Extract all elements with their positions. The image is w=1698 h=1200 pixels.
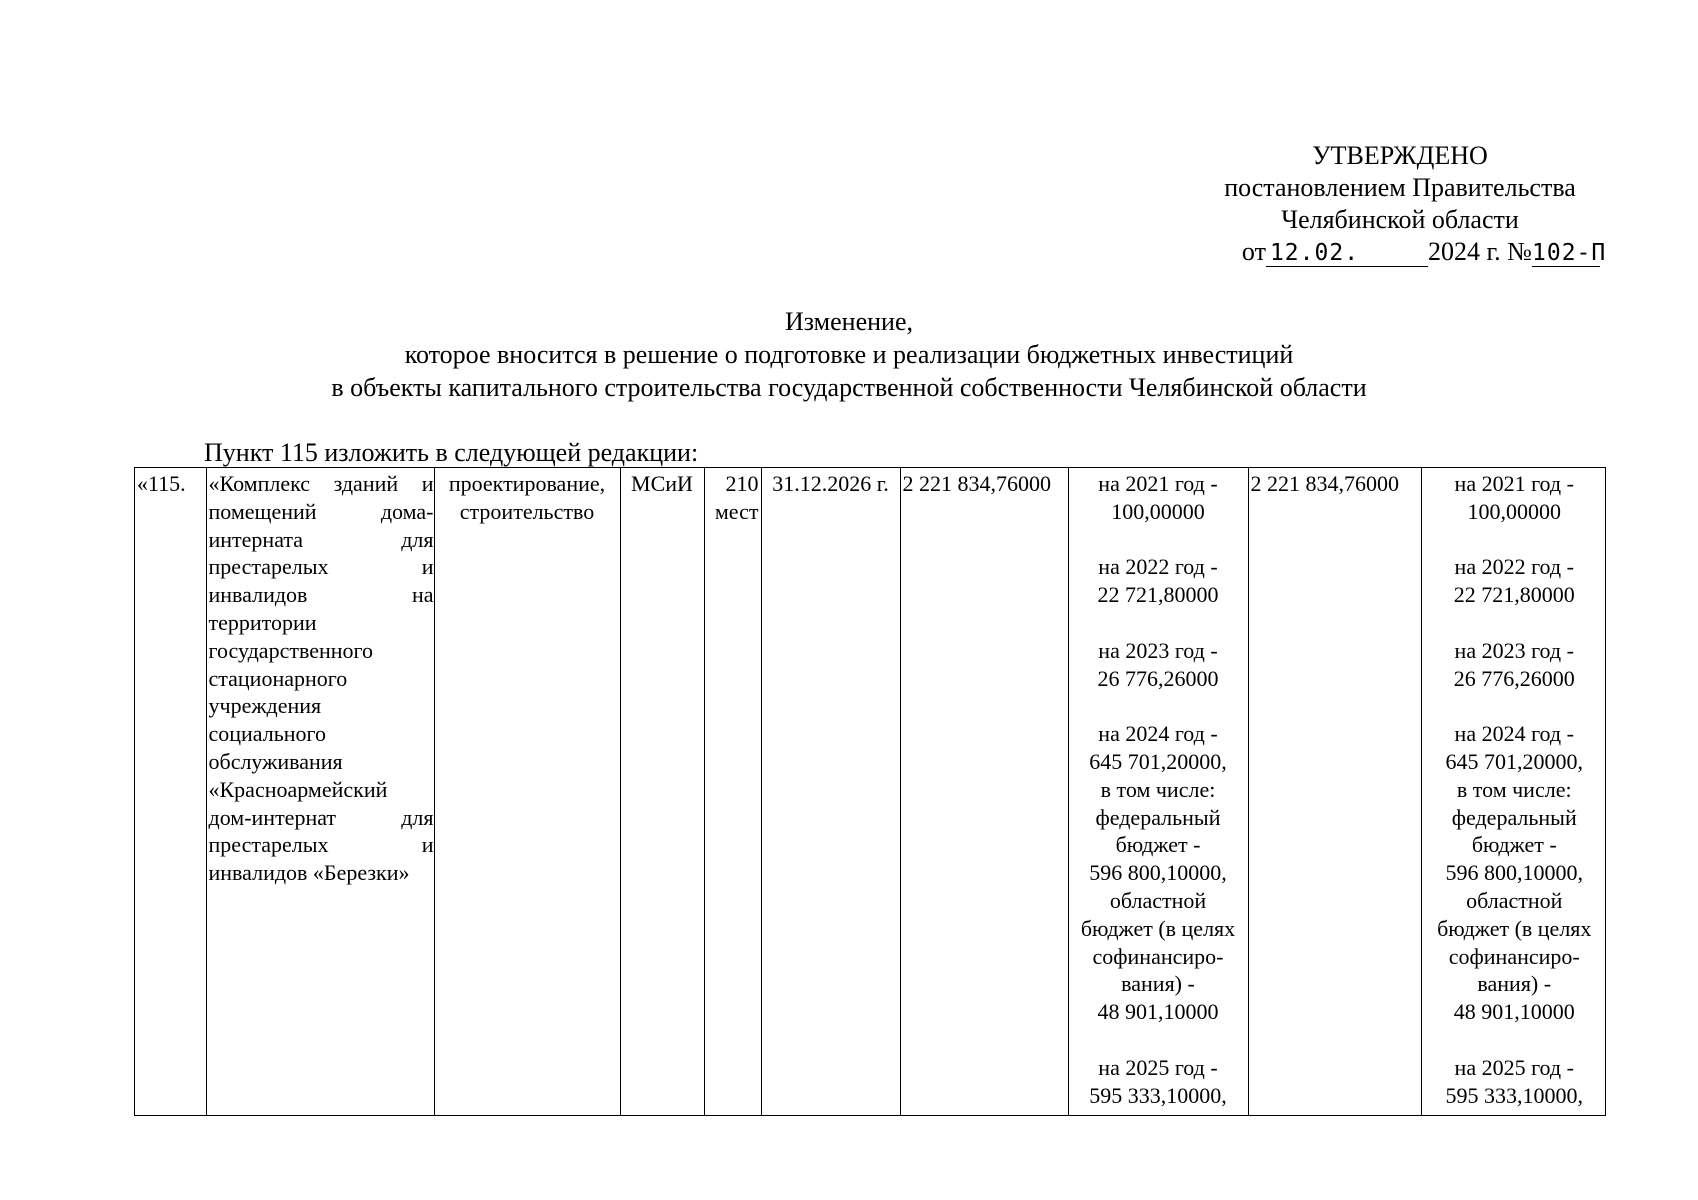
title-line-3: в объекты капитального строительства государственной собственности Челябинской области bbox=[331, 373, 1367, 402]
name-line: социального bbox=[208, 721, 327, 747]
year-segment-line: в том числе: bbox=[1100, 776, 1216, 802]
title-line-2: которое вносится в решение о подготовке и реализации бюджетных инвестиций bbox=[404, 340, 1294, 369]
year-segment-line: 26 776,26000 bbox=[1453, 665, 1575, 691]
work-line: строительство bbox=[459, 498, 595, 524]
cell-total-investment: 2 221 834,76000 bbox=[1248, 468, 1421, 1115]
approval-line-2: Челябинской области bbox=[1281, 205, 1519, 234]
year-segment-line: областной bbox=[1466, 887, 1563, 913]
year-segment-line: федеральный bbox=[1095, 804, 1221, 830]
year-segment-line: 595 333,10000, bbox=[1089, 1082, 1227, 1108]
year-segment-line: 645 701,20000, bbox=[1089, 748, 1227, 774]
year-segment-line: в том числе: bbox=[1456, 776, 1572, 802]
year-segment-line: на 2021 год - bbox=[1098, 471, 1218, 496]
name-line: территории bbox=[208, 609, 317, 635]
year-segment bbox=[1071, 470, 1246, 526]
year-segment-line: 100,00000 bbox=[1467, 498, 1561, 524]
year-segment bbox=[1071, 720, 1246, 1026]
date-prefix: от bbox=[1241, 237, 1266, 266]
date-value: 12.02. bbox=[1266, 240, 1428, 267]
year-segment-line: 22 721,80000 bbox=[1453, 582, 1575, 608]
name-line: престарелых и bbox=[208, 554, 434, 580]
year-segment-line: бюджет (в целях bbox=[1437, 915, 1592, 941]
year-segment bbox=[1071, 553, 1246, 609]
title-line-1: Изменение, bbox=[785, 307, 913, 336]
resolution-number: 102-П bbox=[1532, 240, 1607, 266]
year-segment-line: на 2023 год - bbox=[1098, 637, 1218, 663]
cell-work-type bbox=[434, 468, 620, 1115]
name-line: престарелых и bbox=[208, 832, 434, 858]
year-segment bbox=[1424, 637, 1606, 693]
year-segment-line: на 2024 год - bbox=[1454, 721, 1574, 747]
cell-total-cost: 2 221 834,76000 bbox=[900, 468, 1068, 1115]
year-segment-line: 22 721,80000 bbox=[1097, 582, 1219, 608]
document-title bbox=[0, 305, 1698, 404]
year-segment-line: 48 901,10000 bbox=[1097, 999, 1219, 1025]
year-segment-line: 645 701,20000, bbox=[1445, 748, 1583, 774]
name-line: обслуживания bbox=[208, 748, 343, 774]
cell-investment-by-year bbox=[1421, 468, 1607, 1115]
year-segment-line: на 2025 год - bbox=[1454, 1054, 1574, 1080]
year-segment-line: федеральный bbox=[1451, 804, 1577, 830]
table-row bbox=[135, 468, 1607, 1115]
name-line: помещений дома- bbox=[208, 498, 434, 524]
name-line: «Комплекс зданий и bbox=[208, 471, 434, 496]
year-segment-line: 595 333,10000, bbox=[1445, 1082, 1583, 1108]
year-segment-line: на 2022 год - bbox=[1098, 554, 1218, 580]
approval-date-line bbox=[1180, 236, 1620, 268]
year-segment-line: вания) - bbox=[1121, 971, 1195, 997]
year-segment bbox=[1424, 1054, 1606, 1110]
year-segment bbox=[1424, 470, 1606, 526]
year-segment-line: 596 800,10000, bbox=[1089, 860, 1227, 886]
cell-cost-by-year bbox=[1068, 468, 1248, 1115]
year-segment-line: 26 776,26000 bbox=[1097, 665, 1219, 691]
name-line: инвалидов на bbox=[208, 582, 434, 608]
year-segment bbox=[1071, 1054, 1246, 1110]
year-segment-line: на 2024 год - bbox=[1098, 721, 1218, 747]
name-line: стационарного bbox=[208, 665, 348, 691]
cell-organization: МСиИ bbox=[620, 468, 704, 1115]
name-line: инвалидов «Березки» bbox=[208, 860, 410, 886]
year-segment-line: на 2022 год - bbox=[1454, 554, 1574, 580]
investment-table bbox=[134, 467, 1606, 1116]
name-line: «Красноармейский bbox=[208, 776, 388, 802]
year-segment bbox=[1424, 720, 1606, 1026]
year-segment-line: вания) - bbox=[1477, 971, 1552, 997]
cell-item-number: «115. bbox=[137, 471, 186, 496]
year-text: 2024 г. № bbox=[1427, 237, 1532, 266]
approval-stamp bbox=[1180, 140, 1620, 268]
year-segment bbox=[1424, 553, 1606, 609]
name-line: дом-интернат для bbox=[208, 804, 434, 830]
name-line: учреждения bbox=[208, 693, 322, 719]
year-segment bbox=[1071, 637, 1246, 693]
year-segment-line: 100,00000 bbox=[1111, 498, 1205, 524]
year-segment-line: софинансиро- bbox=[1448, 943, 1580, 969]
year-segment-line: 596 800,10000, bbox=[1445, 860, 1583, 886]
year-segment-line: бюджет (в целях bbox=[1080, 915, 1236, 941]
cell-object-name bbox=[206, 468, 434, 1115]
year-segment-line: на 2025 год - bbox=[1098, 1054, 1218, 1080]
approval-line-1: постановлением Правительства bbox=[1224, 173, 1576, 202]
capacity-line: 210 bbox=[725, 471, 759, 496]
name-line: интерната для bbox=[208, 526, 434, 552]
year-segment-line: областной bbox=[1109, 887, 1207, 913]
cell-deadline: 31.12.2026 г. bbox=[761, 468, 900, 1115]
cell-capacity bbox=[704, 468, 761, 1115]
year-segment-line: 48 901,10000 bbox=[1453, 999, 1575, 1025]
year-segment-line: софинансиро- bbox=[1092, 943, 1224, 969]
capacity-line: мест bbox=[714, 498, 759, 524]
name-line: государственного bbox=[208, 637, 373, 663]
year-segment-line: бюджет - bbox=[1471, 832, 1557, 858]
year-segment-line: бюджет - bbox=[1115, 832, 1201, 858]
approved-label: УТВЕРЖДЕНО bbox=[1312, 141, 1488, 170]
year-segment-line: на 2023 год - bbox=[1454, 637, 1574, 663]
year-segment-line: на 2021 год - bbox=[1454, 471, 1574, 496]
intro-text: Пункт 115 изложить в следующей редакции: bbox=[204, 438, 699, 467]
work-line: проектирование, bbox=[448, 471, 606, 496]
